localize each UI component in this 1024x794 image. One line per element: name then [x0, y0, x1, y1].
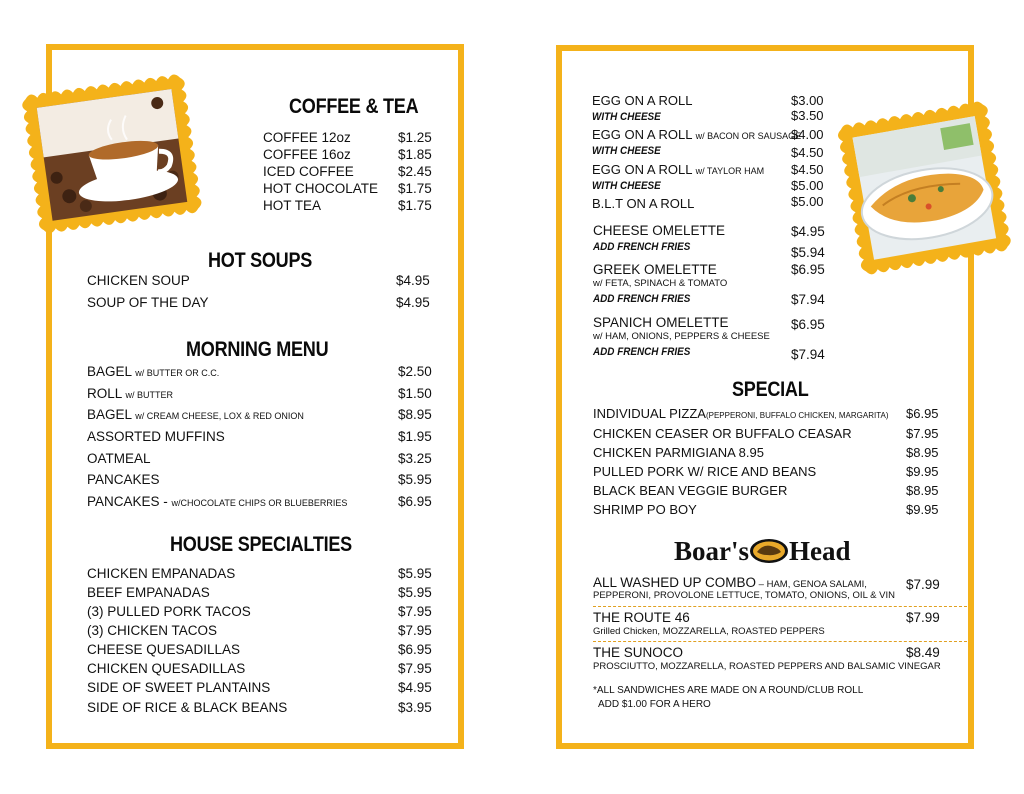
menu-item-price: $8.95 [906, 445, 939, 460]
menu-item-name: CHICKEN SOUP [87, 273, 190, 288]
menu-item-price: $7.99 [906, 577, 940, 592]
divider [593, 641, 967, 642]
menu-item-addon: WITH CHEESE [592, 111, 661, 123]
menu-item-name: BEEF EMPANADAS [87, 585, 210, 600]
menu-item-name: ASSORTED MUFFINS [87, 429, 225, 444]
menu-item-price: $3.00 [791, 93, 824, 108]
menu-item-name: ICED COFFEE [263, 164, 354, 179]
footnote: ADD $1.00 FOR A HERO [598, 699, 711, 710]
menu-item-price: $5.95 [398, 566, 432, 581]
menu-item-price: $1.75 [398, 198, 432, 213]
special-heading: SPECIAL [732, 378, 809, 401]
menu-item-name: PANCAKES [87, 472, 160, 487]
menu-item-name: EGG ON A ROLL w/ BACON OR SAUSAGE [592, 127, 802, 142]
omelette-plate-image [830, 92, 1018, 280]
menu-item-price: $6.95 [906, 406, 939, 421]
menu-item-price: $1.95 [398, 429, 432, 444]
menu-item-addon: ADD FRENCH FRIES [593, 293, 691, 305]
menu-item-price: $4.50 [791, 145, 824, 160]
menu-item-addon: ADD FRENCH FRIES [593, 346, 691, 358]
boar-medallion-icon [749, 538, 789, 564]
menu-item-name: CHICKEN EMPANADAS [87, 566, 236, 581]
menu-item-name: SPANICH OMELETTE [593, 315, 729, 330]
menu-item-price: $2.50 [398, 364, 432, 379]
menu-item-addon: WITH CHEESE [592, 145, 661, 157]
menu-item-name: (3) PULLED PORK TACOS [87, 604, 251, 619]
menu-item-price: $4.00 [791, 127, 824, 142]
menu-item-price: $5.94 [791, 245, 825, 260]
menu-item-name: SIDE OF RICE & BLACK BEANS [87, 700, 288, 715]
menu-item-price: $8.49 [906, 645, 940, 660]
menu-item-price: $4.95 [791, 224, 825, 239]
boars-head-logo: Boar's Head [674, 536, 851, 566]
menu-item-name: CHEESE QUESADILLAS [87, 642, 241, 657]
menu-item-name: B.L.T ON A ROLL [592, 196, 695, 211]
menu-item-name: CHICKEN PARMIGIANA 8.95 [593, 445, 764, 460]
menu-item-name: ALL WASHED UP COMBO – HAM, GENOA SALAMI, [593, 575, 867, 590]
footnote: *ALL SANDWICHES ARE MADE ON A ROUND/CLUB ROLL [593, 685, 864, 696]
menu-item-addon: ADD FRENCH FRIES [593, 241, 691, 253]
menu-item-name: INDIVIDUAL PIZZA(PEPPERONI, BUFFALO CHICKEN, MARGARITA) [593, 406, 889, 421]
menu-item-price: $4.95 [396, 295, 430, 310]
menu-item-price: $7.99 [906, 610, 940, 625]
menu-item-name: SHRIMP PO BOY [593, 502, 697, 517]
hot-soups-heading: HOT SOUPS [208, 249, 313, 272]
menu-item-price: $6.95 [791, 317, 825, 332]
menu-item-name: CHICKEN CEASER OR BUFFALO CEASAR [593, 426, 852, 441]
menu-item-description: PEPPERONI, PROVOLONE LETTUCE, TOMATO, ONIONS, OIL & VIN [593, 590, 895, 601]
menu-item-name: BAGEL w/ CREAM CHEESE, LOX & RED ONION [87, 407, 304, 422]
menu-item-price: $5.00 [791, 194, 824, 209]
menu-item-price: $5.95 [398, 585, 432, 600]
menu-item-price: $1.50 [398, 386, 432, 401]
menu-item-description: w/ FETA, SPINACH & TOMATO [593, 278, 728, 289]
menu-item-name: OATMEAL [87, 451, 151, 466]
menu-item-description: w/ HAM, ONIONS, PEPPERS & CHEESE [593, 331, 770, 342]
menu-item-price: $7.95 [398, 623, 432, 638]
menu-item-name: GREEK OMELETTE [593, 262, 717, 277]
menu-item-price: $4.95 [398, 680, 432, 695]
menu-item-name: PULLED PORK W/ RICE AND BEANS [593, 464, 817, 479]
menu-item-price: $9.95 [906, 464, 939, 479]
menu-item-name: THE SUNOCO [593, 645, 684, 660]
menu-item-price: $7.94 [791, 347, 825, 362]
menu-item-name: BAGEL w/ BUTTER OR C.C. [87, 364, 220, 379]
menu-item-name: EGG ON A ROLL [592, 93, 693, 108]
menu-item-price: $4.50 [791, 162, 824, 177]
menu-item-price: $7.95 [906, 426, 939, 441]
menu-item-price: $7.94 [791, 292, 825, 307]
menu-item-price: $5.00 [791, 178, 824, 193]
menu-item-name: COFFEE 16oz [263, 147, 351, 162]
menu-item-price: $3.25 [398, 451, 432, 466]
morning-menu-heading: MORNING MENU [186, 338, 329, 361]
menu-item-price: $3.95 [398, 700, 432, 715]
menu-item-price: $1.85 [398, 147, 432, 162]
menu-item-name: ROLL w/ BUTTER [87, 386, 174, 401]
menu-item-price: $6.95 [398, 494, 432, 509]
menu-item-price: $5.95 [398, 472, 432, 487]
coffee-cup-image [14, 70, 208, 240]
menu-item-price: $7.95 [398, 661, 432, 676]
menu-item-name: SOUP OF THE DAY [87, 295, 209, 310]
menu-item-price: $6.95 [791, 262, 825, 277]
menu-item-price: $1.75 [398, 181, 432, 196]
menu-item-description: PROSCIUTTO, MOZZARELLA, ROASTED PEPPERS AND BALSAMIC VINEGAR [593, 661, 941, 672]
menu-item-name: SIDE OF SWEET PLANTAINS [87, 680, 271, 695]
menu-item-name: (3) CHICKEN TACOS [87, 623, 218, 638]
divider [593, 606, 967, 607]
menu-item-price: $7.95 [398, 604, 432, 619]
menu-item-price: $8.95 [906, 483, 939, 498]
menu-item-price: $6.95 [398, 642, 432, 657]
menu-item-description: Grilled Chicken, MOZZARELLA, ROASTED PEPPERS [593, 626, 825, 637]
menu-item-name: BLACK BEAN VEGGIE BURGER [593, 483, 788, 498]
menu-item-price: $3.50 [791, 108, 824, 123]
menu-item-name: THE ROUTE 46 [593, 610, 690, 625]
menu-item-name: COFFEE 12oz [263, 130, 351, 145]
menu-item-name: CHEESE OMELETTE [593, 223, 726, 238]
menu-item-price: $8.95 [398, 407, 432, 422]
menu-item-price: $4.95 [396, 273, 430, 288]
menu-item-addon: WITH CHEESE [592, 180, 661, 192]
menu-item-name: HOT TEA [263, 198, 322, 213]
menu-item-name: HOT CHOCOLATE [263, 181, 379, 196]
house-specialties-heading: HOUSE SPECIALTIES [170, 533, 352, 556]
menu-item-name: PANCAKES - w/CHOCOLATE CHIPS OR BLUEBERRIES [87, 494, 348, 509]
menu-item-price: $1.25 [398, 130, 432, 145]
menu-item-name: CHICKEN QUESADILLAS [87, 661, 246, 676]
menu-item-name: EGG ON A ROLL w/ TAYLOR HAM [592, 162, 765, 177]
menu-item-price: $9.95 [906, 502, 939, 517]
menu-item-price: $2.45 [398, 164, 432, 179]
coffee-tea-heading: COFFEE & TEA [289, 95, 419, 118]
